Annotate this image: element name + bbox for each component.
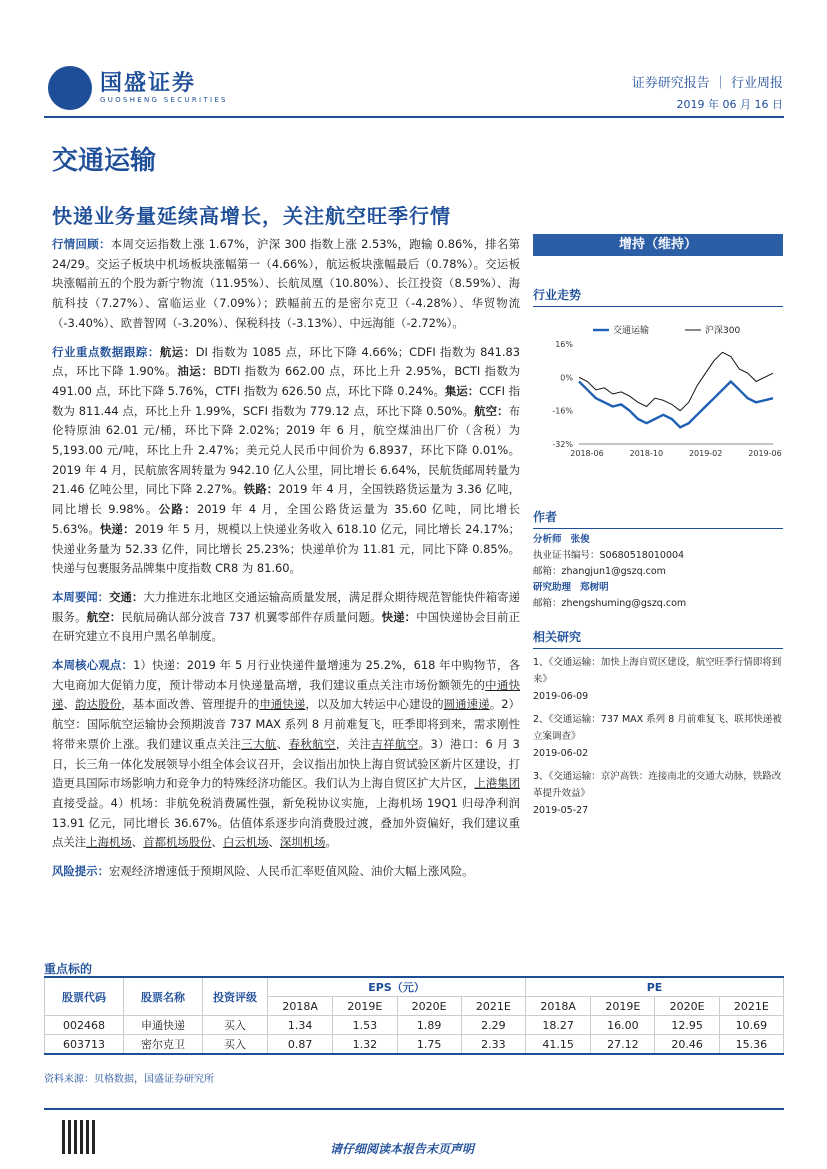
- y-tick-label: -32%: [552, 440, 573, 449]
- footer-disclaimer: 请仔细阅读本报告末页声明: [330, 1142, 475, 1156]
- stock-link[interactable]: 白云机场: [222, 835, 269, 850]
- series-line-1: [579, 352, 773, 410]
- y-tick-label: 16%: [555, 340, 573, 349]
- stock-link[interactable]: 深圳机场: [279, 835, 326, 850]
- table-row: 002468 申通快递 买入 1.34 1.53 1.89 2.29 18.27 16.00 12.95 10.69: [45, 1016, 784, 1035]
- series-line-0: [579, 382, 773, 428]
- stock-link[interactable]: 中通快递: [52, 677, 520, 712]
- trend-title: 行业走势: [533, 286, 783, 307]
- stock-link[interactable]: 首都机场股份: [143, 835, 212, 850]
- key-stocks-table: 股票代码 股票名称 投资评级 EPS（元） PE 2018A 2019E 2020E 2021E 2018A 2019E 2020E 2021E 002468 申通快递 买入 1.34 1.53 1.89 2.29 18.27 16.00 12.95 10.69 603713 密尔克卫 买入 0.87 1.32 1.75 2.33 41.15 27.12 20.46 15.36: [44, 976, 784, 1055]
- company-name: 国盛证券: [100, 71, 197, 96]
- legend-label: 交通运输: [613, 326, 650, 336]
- author-title: 作者: [533, 508, 783, 529]
- report-type: 证券研究报告 ｜ 行业周报: [631, 76, 783, 91]
- stock-link[interactable]: 春秋航空: [288, 736, 336, 751]
- rating-badge: 增持（维持）: [533, 234, 783, 256]
- industry-trend-chart: [533, 318, 783, 468]
- table-row: 603713 密尔克卫 买入 0.87 1.32 1.75 2.33 41.15 27.12 20.46 15.36: [45, 1035, 784, 1055]
- related-list: [533, 654, 783, 819]
- y-tick-label: -16%: [552, 406, 573, 416]
- legend-label: 沪深300: [705, 326, 741, 336]
- x-tick-label: 2018-06: [570, 449, 604, 458]
- assistant-email[interactable]: 邮箱：zhengshuming@gszq.com: [533, 598, 687, 609]
- author-block: 分析师 张俊 执业证书编号：S0680518010004 邮箱：zhangjun1@gszq.com 研究助理 郑树明 邮箱：zhengshuming@gszq.com: [533, 532, 783, 612]
- col-rating: 投资评级: [203, 977, 268, 1016]
- market-review: 行情回顾：本周交运指数上涨 1.67%，沪深 300 指数上涨 2.53%，跑输 0.86%，排名第 24/29。交运子板块中机场板块涨幅第一（4.66%），航运板块涨幅最后（0.78%）。交运板块涨幅前五的个股为新宁物流（11.95%）、长航凤凰（10.80%）、长江投资（8.59%）、海航科技（7.27%）、富临运业（7.09%）；跌幅前五的是密尔克卫（-4.28%）、华贸物流（-3.40%）、欧普智网（-3.20%）、保税科技（-3.13%）、中远海能（-2.72%）。: [52, 237, 520, 330]
- related-title: 相关研究: [533, 628, 783, 649]
- related-item[interactable]: 1、《交通运输：加快上海自贸区建设，航空旺季行情即将到来》 2019-06-09: [533, 657, 782, 702]
- weekly-news: 本周要闻：交通：大力推进东北地区交通运输高质量发展，满足群众期待规范智能快件箱寄递服务。航空：民航局确认部分波音 737 机翼零部件存质量问题。快递：中国快递协会目前正在研究建立不良用户黑名单制度。: [52, 589, 520, 644]
- stock-link[interactable]: 上海机场: [86, 835, 132, 850]
- data-tracking: 行业重点数据跟踪：航运：DI 指数为 1085 点，环比下降 4.66%；CDFI 指数为 841.83 点，环比下降 1.90%。油运：BDTI 指数为 662.00 点，环比上升 2.95%，BCTI 指数为 491.00 点，环比下降 5.76%，CTFI 指数为 626.50 点，环比下降 0.24%。集运：CCFI 指数为 811.44 点，环比上升 1.99%，SCFI 指数为 779.12 点，环比下降 0.50%。航空：布伦特原油 62.01 元/桶，环比下降 2.02%；2019 年 6 月，航空煤油出厂价（含税）为 5,193.00 元/吨，环比上升 2.47%；美元兑人民币中间价为 6.8937，环比下降 0.01%。2019 年 4 月，民航旅客周转量为 942.10 亿人公里，同比增长 6.64%，民航货邮周转量为 21.46 亿吨公里，同比下降 2.27%。铁路：2019 年 4 月，全国铁路货运量为 3.36 亿吨，同比增长 9.98%。公路：2019 年 4 月，全国公路货运量为 35.60 亿吨，同比增长 5.63%。快递：2019 年 5 月，规模以上快递业务收入 618.10 亿元，同比增长 24.17%；快递业务量为 52.33 亿件，同比增长 25.23%；快递单价为 11.81 元，同比下降 0.85%。快递与包裹服务品牌集中度指数 CR8 为 81.60。: [52, 344, 520, 576]
- stock-link[interactable]: 韵达股份: [75, 697, 122, 712]
- y-tick-label: 0%: [560, 373, 573, 383]
- footer-divider: [44, 1108, 784, 1110]
- main-content: [52, 235, 520, 891]
- header-divider: [44, 116, 784, 118]
- col-eps: EPS（元）: [268, 977, 526, 997]
- stock-link[interactable]: 申通快递: [259, 697, 306, 712]
- related-item[interactable]: 2、《交通运输：737 MAX 系列 8 月前难复飞、联邦快递被立案调查》 2019-06-02: [533, 714, 782, 759]
- stock-link[interactable]: 吉祥航空: [371, 736, 419, 751]
- col-name: 股票名称: [124, 977, 203, 1016]
- related-item[interactable]: 3、《交通运输：京沪高铁：连接南北的交通大动脉，铁路改革提升效益》 2019-05-27: [533, 771, 782, 816]
- risk-warning: 风险提示：宏观经济增速低于预期风险、人民币汇率贬值风险、油价大幅上涨风险。: [52, 864, 474, 879]
- key-stocks-title: 重点标的: [44, 962, 93, 976]
- stock-link[interactable]: 三大航: [241, 736, 277, 751]
- report-date: 2019 年 06 月 16 日: [676, 98, 783, 111]
- qr-code-icon: [62, 1120, 96, 1154]
- company-logo-icon: [48, 66, 92, 110]
- stock-link[interactable]: 上港集团: [474, 776, 520, 791]
- x-tick-label: 2018-10: [629, 449, 664, 458]
- col-code: 股票代码: [45, 977, 124, 1016]
- report-headline: 快递业务量延续高增长，关注航空旺季行情: [52, 204, 451, 228]
- col-pe: PE: [525, 977, 783, 997]
- industry-title: 交通运输: [52, 146, 157, 176]
- data-source: 资料来源：贝格数据，国盛证券研究所: [44, 1074, 214, 1085]
- company-name-en: GUOSHENG SECURITIES: [100, 96, 228, 104]
- analyst-email[interactable]: 邮箱：zhangjun1@gszq.com: [533, 566, 666, 577]
- core-views: 本周核心观点：1）快递：2019 年 5 月行业快递件量增速为 25.2%，618 年中购物节，各大电商加大促销力度，预计带动本月快递量高增，我们建议重点关注市场份额领先的中通快递、韵达股份，基本面改善、管理提升的申通快递，以及加大转运中心建设的圆通速递。2）航空：国际航空运输协会预期波音 737 MAX 系列 8 月前难复飞，旺季即将到来，需求刚性将带来票价上涨。我们建议重点关注三大航、春秋航空，关注吉祥航空。3）港口：6 月 3 日，长三角一体化发展领导小组全体会议召开，会议指出加快上海自贸试验区新片区建设，打造更具国际市场影响力和竞争力的特殊经济功能区。我们认为上海自贸区扩大片区，上港集团直接受益。4）机场：非航免税消费属性强，新免税协议实施，上海机场 19Q1 归母净利润 13.91 亿元，同比增长 36.67%。估值体系逐步向消费股过渡，叠加外资偏好，我们建议重点关注上海机场、首都机场股份、白云机场、深圳机场。: [52, 658, 520, 850]
- x-tick-label: 2019-02: [688, 449, 723, 458]
- x-tick-label: 2019-06: [748, 449, 782, 458]
- stock-link[interactable]: 圆通速递: [443, 697, 490, 712]
